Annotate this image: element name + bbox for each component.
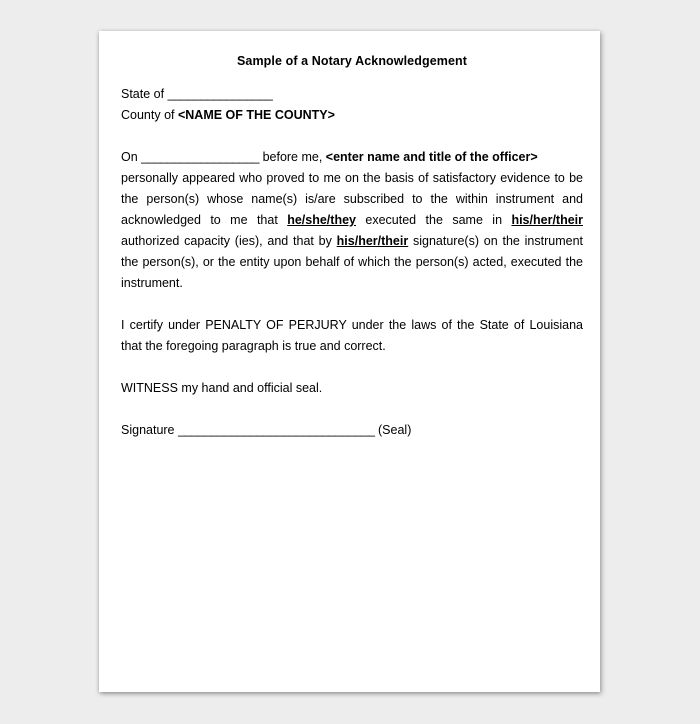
seal-label: (Seal): [374, 423, 412, 437]
on-label: On: [121, 150, 142, 164]
on-before-me-line: [121, 147, 583, 168]
pronoun-subject[interactable]: he/she/they: [287, 213, 356, 227]
state-blank-underscores[interactable]: ________________: [167, 87, 273, 101]
county-label: County of: [121, 108, 178, 122]
date-blank-underscores[interactable]: __________________: [141, 150, 260, 164]
certification-paragraph: I certify under PENALTY OF PERJURY under the laws of the State of Louisiana that the foregoing paragraph is true and correct.: [121, 318, 583, 353]
before-me-label: before me,: [259, 150, 326, 164]
signature-label: Signature: [121, 423, 178, 437]
document-title: Sample of a Notary Acknowledgement: [236, 54, 468, 68]
state-label: State of: [121, 87, 168, 101]
officer-placeholder[interactable]: <enter name and title of the officer>: [325, 150, 538, 164]
spacer-after-witness: [121, 399, 583, 420]
pronoun-possessive-2[interactable]: his/her/their: [336, 234, 409, 248]
appearance-text-part-1: personally appeared who proved to me on the basis of satisfactory evidence to be the person(s) whose name(s) is/are subscribed to the within instrument and acknowledged to me that: [121, 171, 583, 227]
spacer-after-county: [121, 126, 583, 147]
document-page: [99, 31, 600, 692]
spacer-after-certification: [121, 357, 583, 378]
appearance-text-part-2: executed the same in: [355, 213, 512, 227]
pronoun-possessive-1[interactable]: his/her/their: [511, 213, 583, 227]
document-content: [121, 53, 583, 441]
signature-line: [121, 420, 583, 441]
signature-blank-underscores[interactable]: ______________________________: [177, 423, 375, 437]
county-placeholder[interactable]: <NAME OF THE COUNTY>: [177, 108, 335, 122]
appearance-text-part-4: signature(s) on the instrument the person(s), or the entity upon behalf of which the person(s) acted, executed the instrument.: [121, 234, 583, 290]
appearance-text-part-3: authorized capacity (ies), and that by: [121, 234, 337, 248]
appearance-paragraph: [121, 168, 583, 294]
state-field-line: [121, 84, 583, 105]
spacer-after-appearance: [121, 294, 583, 315]
witness-line: WITNESS my hand and official seal.: [121, 381, 323, 395]
county-field-line: [121, 105, 583, 126]
